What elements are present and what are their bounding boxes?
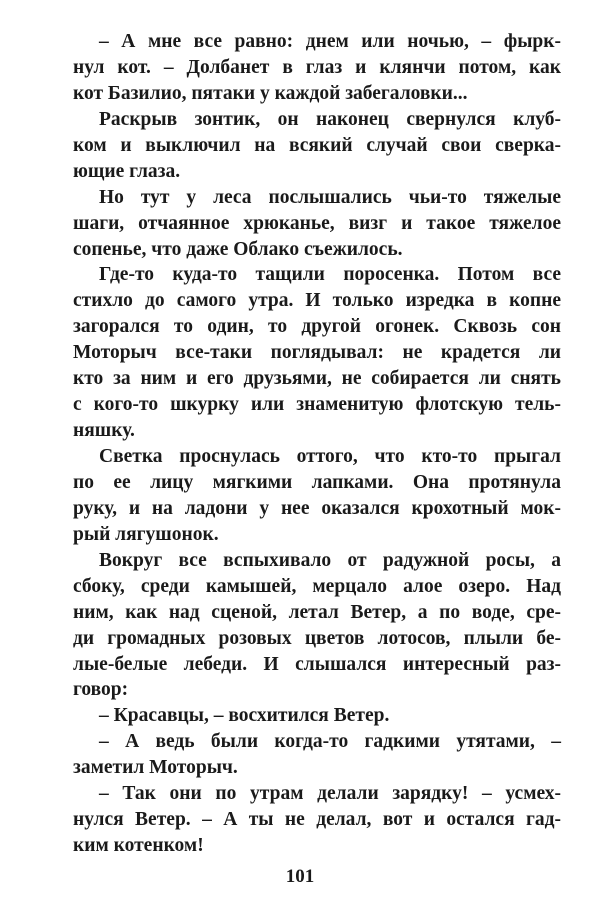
text-line: ющие глаза. bbox=[73, 160, 181, 182]
text-line: – Так они по утрам делали зарядку! – усмех- bbox=[99, 783, 561, 805]
text-line: ким котенком! bbox=[73, 835, 204, 857]
text-line: ди громадных розовых цветов лотосов, плыли бе- bbox=[73, 627, 561, 649]
text-line: нул кот. – Долбанет в глаз и клянчи потом, как bbox=[73, 56, 561, 78]
text-line: – А ведь были когда-то гадкими утятами, – bbox=[99, 731, 561, 753]
text-line: кто за ним и его друзьями, не собирается ли снять bbox=[73, 368, 561, 390]
text-line: ним, как над сценой, летал Ветер, а по воде, сре- bbox=[73, 601, 561, 623]
text-line: лые-белые лебеди. И слышался интересный раз- bbox=[73, 653, 561, 675]
text-line: Где-то куда-то тащили поросенка. Потом все bbox=[99, 264, 561, 286]
text-line: руку, и на ладони у нее оказался крохотный мок- bbox=[73, 497, 561, 519]
text-line: по ее лицу мягкими лапками. Она протянула bbox=[73, 471, 561, 493]
text-line: няшку. bbox=[73, 420, 135, 442]
text-line: Моторыч все-таки поглядывал: не крадется ли bbox=[73, 342, 561, 364]
text-line: стихло до самого утра. И только изредка в копне bbox=[73, 290, 561, 312]
text-line: сопенье, что даже Облако съежилось. bbox=[73, 238, 403, 260]
text-line: загорался то один, то другой огонек. Сквозь сон bbox=[73, 316, 561, 338]
text-line: шаги, отчаянное хрюканье, визг и такое тяжелое bbox=[73, 212, 561, 234]
text-line: – А мне все равно: днем или ночью, – фырк- bbox=[99, 31, 561, 52]
text-line: – Красавцы, – восхитился Ветер. bbox=[99, 705, 390, 727]
text-line: кот Базилио, пятаки у каждой забегаловки... bbox=[73, 82, 468, 104]
text-line: рый лягушонок. bbox=[73, 523, 219, 545]
text-line: с кого-то шкурку или знаменитую флотскую тель- bbox=[73, 394, 561, 416]
text-line: говор: bbox=[73, 679, 129, 701]
text-line: нулся Ветер. – А ты не делал, вот и остался гад- bbox=[73, 809, 561, 831]
book-page-text bbox=[73, 29, 561, 859]
text-line: заметил Моторыч. bbox=[73, 757, 238, 779]
text-line: Но тут у леса послышались чьи-то тяжелые bbox=[99, 186, 561, 208]
text-line: Светка проснулась оттого, что кто-то прыгал bbox=[99, 446, 561, 467]
text-line: Вокруг все вспыхивало от радужной росы, а bbox=[99, 549, 561, 571]
text-line: Раскрыв зонтик, он наконец свернулся клуб- bbox=[99, 108, 561, 130]
text-line: сбоку, среди камышей, мерцало алое озеро. Над bbox=[73, 575, 561, 597]
text-line: ком и выключил на всякий случай свои сверка- bbox=[73, 134, 561, 156]
page-number: 101 bbox=[285, 866, 315, 887]
